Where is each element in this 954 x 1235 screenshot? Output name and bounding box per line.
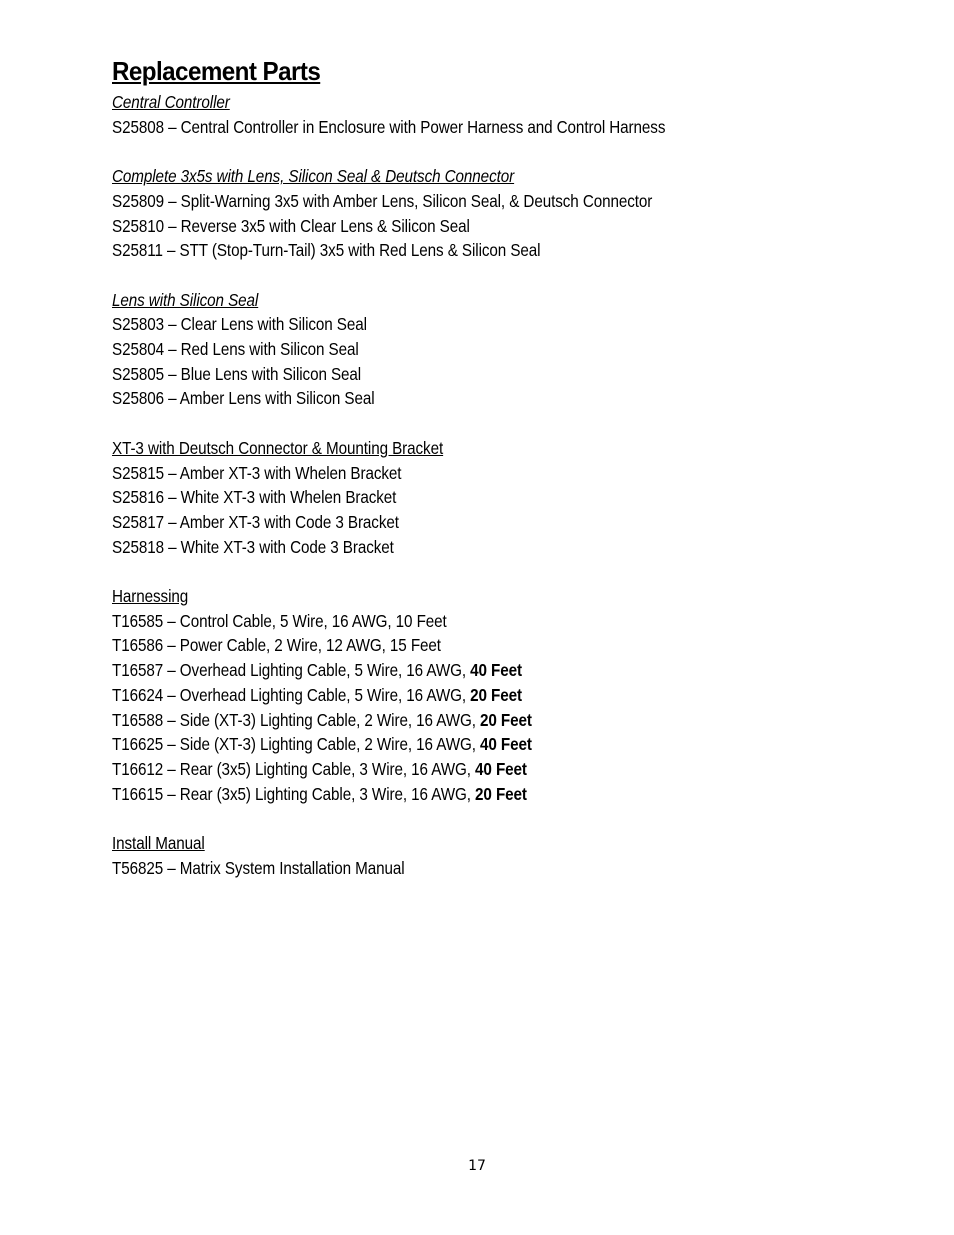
page-title: Replacement Parts [112,56,321,86]
section-heading: Install Manual [112,833,205,854]
part-line [112,732,773,757]
section-xt3 [112,436,872,560]
part-line: T56825 – Matrix System Installation Manual [112,857,405,878]
part-line: S25817 – Amber XT-3 with Code 3 Bracket [112,511,399,532]
part-text: T16615 – Rear (3x5) Lighting Cable, 3 Wire, 16 AWG, [112,783,476,804]
part-line [112,658,773,683]
part-line [112,708,773,733]
part-line: S25815 – Amber XT-3 with Whelen Bracket [112,462,402,483]
part-length: 40 Feet [475,758,527,779]
part-line: S25808 – Central Controller in Enclosure with Power Harness and Control Harness [112,116,666,137]
page-number: 17 [468,1158,486,1174]
section-install-manual [112,831,872,880]
part-line [112,757,773,782]
part-line [112,633,773,658]
part-text: T16586 – Power Cable, 2 Wire, 12 AWG, 15 Feet [112,635,441,656]
part-line: S25811 – STT (Stop-Turn-Tail) 3x5 with Red Lens & Silicon Seal [112,240,541,261]
part-line: S25818 – White XT-3 with Code 3 Bracket [112,536,394,557]
section-harnessing [112,584,872,806]
document-page [112,54,872,880]
part-line: S25816 – White XT-3 with Whelen Bracket [112,487,397,508]
part-length: 20 Feet [480,709,532,730]
part-text: T16587 – Overhead Lighting Cable, 5 Wire, 16 AWG, [112,660,471,681]
part-text: T16624 – Overhead Lighting Cable, 5 Wire, 16 AWG, [112,684,471,705]
section-heading: XT-3 with Deutsch Connector & Mounting Bracket [112,437,444,458]
part-line: S25806 – Amber Lens with Silicon Seal [112,388,375,409]
part-length: 20 Feet [475,783,527,804]
section-heading: Harnessing [112,586,189,606]
part-line: S25804 – Red Lens with Silicon Seal [112,339,359,359]
part-line: S25810 – Reverse 3x5 with Clear Lens & Silicon Seal [112,215,470,236]
part-line [112,609,773,634]
part-text: T16585 – Control Cable, 5 Wire, 16 AWG, 10 Feet [112,610,447,631]
section-heading: Complete 3x5s with Lens, Silicon Seal & Deutsch Connector [112,166,515,187]
part-text: T16612 – Rear (3x5) Lighting Cable, 3 Wire, 16 AWG, [112,758,476,779]
part-length: 40 Feet [480,734,532,755]
part-line: S25809 – Split-Warning 3x5 with Amber Lens, Silicon Seal, & Deutsch Connector [112,190,653,211]
section-central-controller [112,90,872,139]
section-heading: Lens with Silicon Seal [112,289,259,310]
section-complete-3x5s [112,164,872,263]
part-text: T16625 – Side (XT-3) Lighting Cable, 2 Wire, 16 AWG, [112,734,481,755]
part-length: 40 Feet [470,660,523,681]
section-lens-with-silicon-seal [112,288,872,412]
part-line: S25803 – Clear Lens with Silicon Seal [112,314,367,335]
section-heading: Central Controller [112,92,230,112]
part-line [112,782,773,807]
part-length: 20 Feet [470,684,523,705]
part-line: S25805 – Blue Lens with Silicon Seal [112,363,362,384]
part-line [112,683,773,708]
part-text: T16588 – Side (XT-3) Lighting Cable, 2 Wire, 16 AWG, [112,709,481,730]
